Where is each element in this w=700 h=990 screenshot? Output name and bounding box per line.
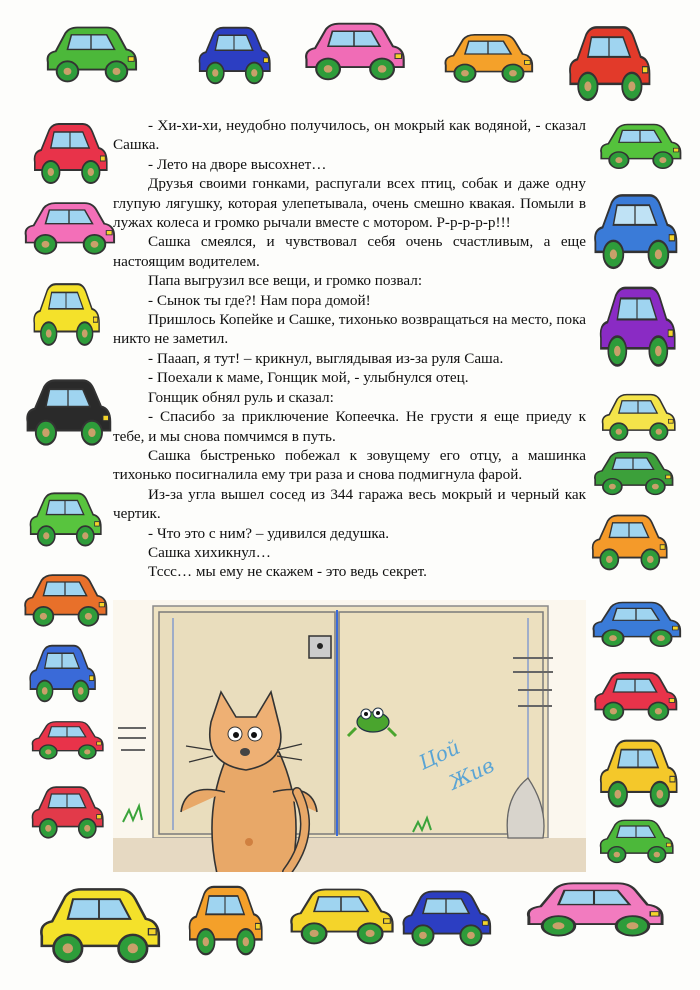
story-paragraph: - Сынок ты где?! Нам пора домой! [148,291,371,309]
blue-van-icon [590,188,680,274]
story-paragraph: Сашка смеялся, и чувствовал себя очень счастливым, а еще настоящим водителем. [113,233,586,270]
story-paragraph: - Хи-хи-хи, неудобно получилось, он мокрый как водяной, - сказал Сашка. [113,117,586,154]
red-taxi-icon [30,118,110,188]
green-mini-icon [596,816,676,866]
story-paragraph: - Лето на дворе высохнет… [148,155,327,173]
story-paragraph: Пришлось Копейке и Сашке, тихонько возвращаться на место, пока никто не заметил. [113,311,586,348]
yellow-minicar-icon [30,278,102,350]
story-paragraph: Гонщик обнял руль и сказал: [148,388,334,406]
story-paragraph: - Спасибо за приключение Копеечка. Не грусти я еще приеду к тебе, и мы снова помчимся в путь. [113,408,586,445]
story-paragraph: - Что это с ним? – удивился дедушка. [148,524,390,542]
black-tractor-icon [22,374,114,450]
red-blue-truck-icon [588,598,684,650]
green-hatch-icon [26,488,104,550]
orange-buggy-icon [185,880,265,960]
green-pickup-icon [590,448,676,498]
red-sports-car-icon [590,668,680,724]
pink-tow-truck-icon [300,18,408,84]
story-paragraph: Сашка хихикнул… [148,543,271,561]
story-paragraph: - Поехали к маме, Гонщик мой, - улыбнулся отец. [148,369,469,387]
green-sedan-icon [42,22,140,86]
orange-sedan-icon [588,510,670,574]
blue-beetle-icon [398,886,494,950]
pink-limo-icon [520,878,668,940]
yellow-taxi-icon [598,390,678,444]
cat-garage-illustration [113,600,586,872]
orange-coupe-icon [440,30,536,86]
yellow-bus-icon [34,882,164,968]
story-paragraph: Тссс… мы ему не скажем - это ведь секрет. [148,563,427,581]
graffiti-text-2: Жив [444,752,498,795]
purple-scooter-icon [596,280,678,372]
red-yellow-truck-icon [285,884,397,948]
blue-minicar-icon [195,22,273,88]
orange-mixer-icon [20,570,110,630]
blue-cube-car-icon [26,640,98,706]
story-paragraph: - Пааап, я тут! – крикнул, выглядывая из-за руля Саша. [148,349,504,367]
graffiti-text-1: Цой [414,734,464,775]
green-small-car-icon [596,120,684,172]
red-wagon-icon [28,718,106,762]
pink-cabrio-icon [20,198,118,258]
story-paragraph: Друзья своими гонками, распугали всех птиц, собак и даже одну глупую лягушку, которая улепетывала, очень смешно квакая. Помыли в лужах колеса и громко рычали вместе с мотором. Р-р-р-р-р!!! [113,175,586,232]
red-compact-icon [28,782,106,842]
red-van-icon [565,20,653,106]
story-text [113,116,586,582]
story-paragraph: Из-за угла вышел сосед из 344 гаража весь мокрый и черный как чертик. [113,485,586,523]
story-paragraph: Сашка быстренько побежал к зовущему его отцу, а машинка тихонько посигналила ему три раза и снова подмигнула фарой. [113,446,586,484]
story-paragraph: Папа выгрузил все вещи, и громко позвал: [148,272,423,290]
yellow-round-car-icon [596,734,680,812]
